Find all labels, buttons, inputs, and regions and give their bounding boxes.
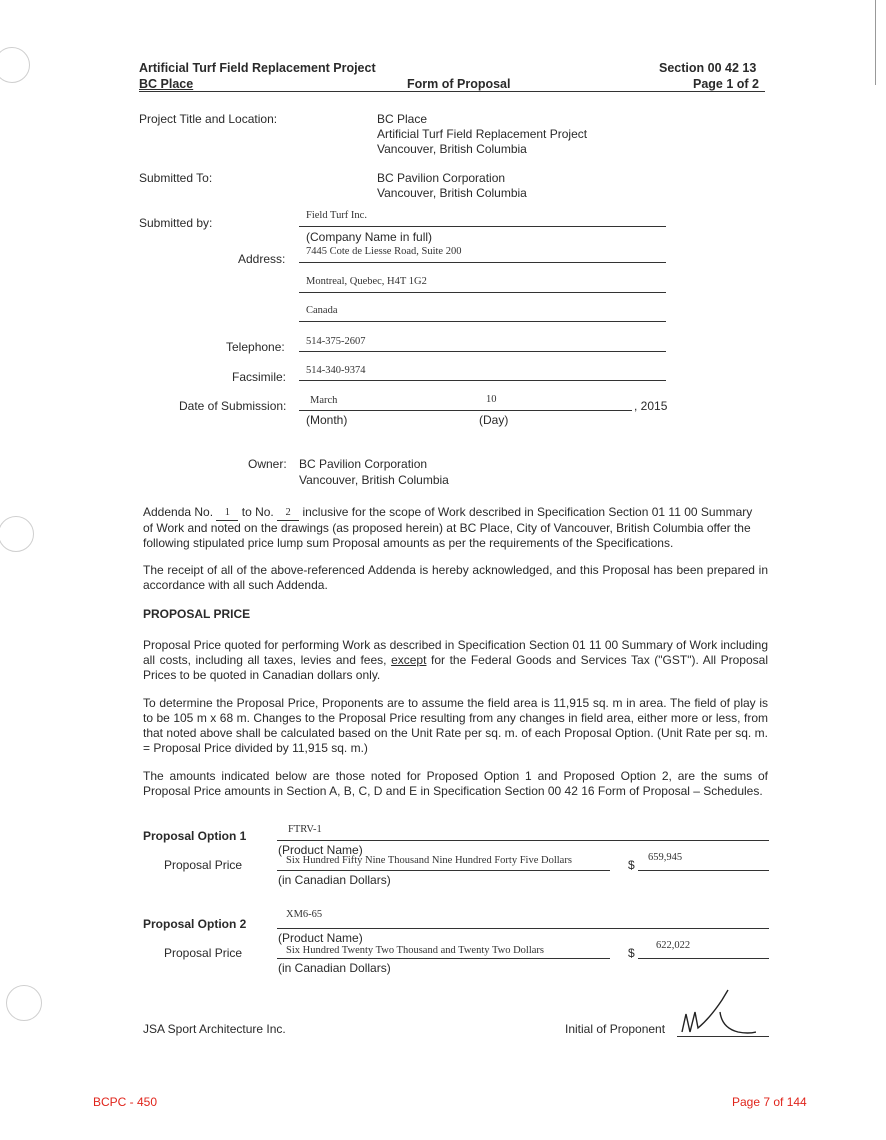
option-1-product-caption: (Product Name)	[278, 843, 363, 857]
header-project-title: Artificial Turf Field Replacement Project	[139, 61, 376, 75]
address-line-1-value[interactable]: 7445 Cote de Liesse Road, Suite 200	[306, 246, 462, 257]
addenda-to-value[interactable]: 2	[277, 505, 299, 521]
company-name-value[interactable]: Field Turf Inc.	[306, 210, 367, 221]
header-section: Section 00 42 13	[659, 61, 757, 75]
option-2-words-rule	[277, 958, 610, 959]
option-2-price-label: Proposal Price	[164, 946, 243, 960]
address-line-3-rule	[299, 321, 666, 322]
facsimile-rule	[299, 380, 666, 381]
addenda-line-3: following stipulated price lump sum Proposal amounts as per the requirements of the Specifications.	[143, 536, 674, 550]
address-label: Address:	[238, 252, 286, 266]
option-2-amount-rule	[638, 958, 769, 959]
header-page: Page 1 of 2	[693, 77, 759, 91]
option-2-words-value[interactable]: Six Hundred Twenty Two Thousand and Twenty Two Dollars	[286, 945, 544, 956]
footer-company: JSA Sport Architecture Inc.	[143, 1022, 286, 1036]
date-day-value[interactable]: 10	[486, 394, 497, 405]
option-1-currency: $	[628, 858, 635, 872]
submitted-to-label: Submitted To:	[139, 171, 213, 185]
addenda-line-2: of Work and noted on the drawings (as proposed herein) at BC Place, City of Vancouver, British Columbia offer the	[143, 521, 751, 535]
addenda-line1-rest: inclusive for the scope of Work described in Specification Section 01 11 00 Summary	[302, 505, 753, 519]
option-2-amount-value[interactable]: 622,022	[656, 940, 691, 951]
address-line-3-value[interactable]: Canada	[306, 305, 338, 316]
scan-edge-line	[875, 0, 876, 85]
date-month-value[interactable]: March	[310, 395, 338, 406]
price-text-a: Proposal Price quoted for performing Work as described in Specification Section 01 11 00 Summary of Work including all costs, including all taxes, levies and fees,	[143, 638, 768, 667]
binder-hole-middle	[0, 516, 34, 552]
proposal-price-heading: PROPOSAL PRICE	[143, 607, 251, 621]
date-label: Date of Submission:	[179, 399, 287, 413]
option-1-amount-value[interactable]: 659,945	[648, 852, 683, 863]
option-2-product-caption: (Product Name)	[278, 931, 363, 945]
option-1-price-label: Proposal Price	[164, 858, 243, 872]
option-2-currency: $	[628, 946, 635, 960]
header-place: BC Place	[139, 77, 194, 91]
submitted-by-label: Submitted by:	[139, 216, 213, 230]
field-area-paragraph: To determine the Proposal Price, Proponents are to assume the field area is 11,915 sq. m in area. The field of play is to be 105 m x 68 m. Changes to the Proposal Price resulting from any changes in field area, either more or less, from that noted above shall be calculated based on the Unit Rate per sq. m. of each Proposal Option. (Unit Rate per sq. m. = Proposal Price divided by 11,915 sq. m.)	[143, 696, 768, 755]
project-line-2: Artificial Turf Field Replacement Project	[377, 127, 588, 141]
address-line-2-value[interactable]: Montreal, Quebec, H4T 1G2	[306, 276, 427, 287]
option-1-words-value[interactable]: Six Hundred Fifty Nine Thousand Nine Hundred Forty Five Dollars	[286, 855, 572, 866]
address-line-1-rule	[299, 262, 666, 263]
option-1-title: Proposal Option 1	[143, 829, 247, 843]
project-line-1: BC Place	[377, 112, 428, 126]
telephone-value[interactable]: 514-375-2607	[306, 336, 366, 347]
day-caption: (Day)	[479, 413, 509, 427]
option-2-product-value[interactable]: XM6-65	[286, 909, 323, 920]
binder-hole-top	[0, 47, 30, 83]
addenda-paragraph	[143, 505, 768, 551]
company-name-line	[299, 226, 666, 227]
address-line-2-rule	[299, 292, 666, 293]
project-label: Project Title and Location:	[139, 112, 278, 126]
footer-page-of: Page 7 of 144	[732, 1095, 807, 1109]
facsimile-value[interactable]: 514-340-9374	[306, 365, 366, 376]
option-1-words-rule	[277, 870, 610, 871]
proponent-initials-signature	[676, 988, 756, 1038]
option-1-product-rule	[277, 840, 769, 841]
price-except: except	[391, 653, 427, 667]
addenda-to-word: to No.	[241, 505, 274, 519]
receipt-paragraph: The receipt of all of the above-referenced Addenda is hereby acknowledged, and this Proposal has been prepared in accordance with all such Addenda.	[143, 563, 768, 592]
addenda-from-value[interactable]: 1	[216, 505, 238, 521]
date-rule	[299, 410, 632, 411]
header-form-title: Form of Proposal	[407, 77, 511, 91]
submitted-to-line-2: Vancouver, British Columbia	[377, 186, 527, 200]
owner-line-2: Vancouver, British Columbia	[299, 473, 449, 487]
option-1-amount-caption: (in Canadian Dollars)	[278, 873, 391, 887]
project-line-3: Vancouver, British Columbia	[377, 142, 527, 156]
date-year: , 2015	[634, 399, 668, 413]
company-name-caption: (Company Name in full)	[306, 230, 433, 244]
initial-label: Initial of Proponent	[565, 1022, 666, 1036]
telephone-rule	[299, 351, 666, 352]
telephone-label: Telephone:	[226, 340, 285, 354]
option-1-product-value[interactable]: FTRV-1	[288, 824, 322, 835]
footer-doc-code: BCPC - 450	[93, 1095, 158, 1109]
submitted-to-line-1: BC Pavilion Corporation	[377, 171, 506, 185]
price-text-b: for the Federal Goods and Services Tax ("GST"). All Proposal Prices to be quoted in Canadian dollars only.	[143, 653, 768, 682]
header-rule	[139, 91, 765, 92]
owner-line-1: BC Pavilion Corporation	[299, 457, 428, 471]
option-2-product-rule	[277, 928, 769, 929]
facsimile-label: Facsimile:	[232, 370, 287, 384]
option-1-amount-rule	[638, 870, 769, 871]
option-2-amount-caption: (in Canadian Dollars)	[278, 961, 391, 975]
addenda-prefix: Addenda No.	[143, 505, 214, 519]
amounts-paragraph: The amounts indicated below are those noted for Proposed Option 1 and Proposed Option 2, are the sums of Proposal Price amounts in Section A, B, C, D and E in Specification Section 00 42 16 Form of Proposal – Schedules.	[143, 769, 768, 798]
price-paragraph	[143, 638, 768, 683]
month-caption: (Month)	[306, 413, 348, 427]
option-2-title: Proposal Option 2	[143, 917, 247, 931]
binder-hole-bottom	[6, 985, 42, 1021]
owner-label: Owner:	[248, 457, 287, 471]
